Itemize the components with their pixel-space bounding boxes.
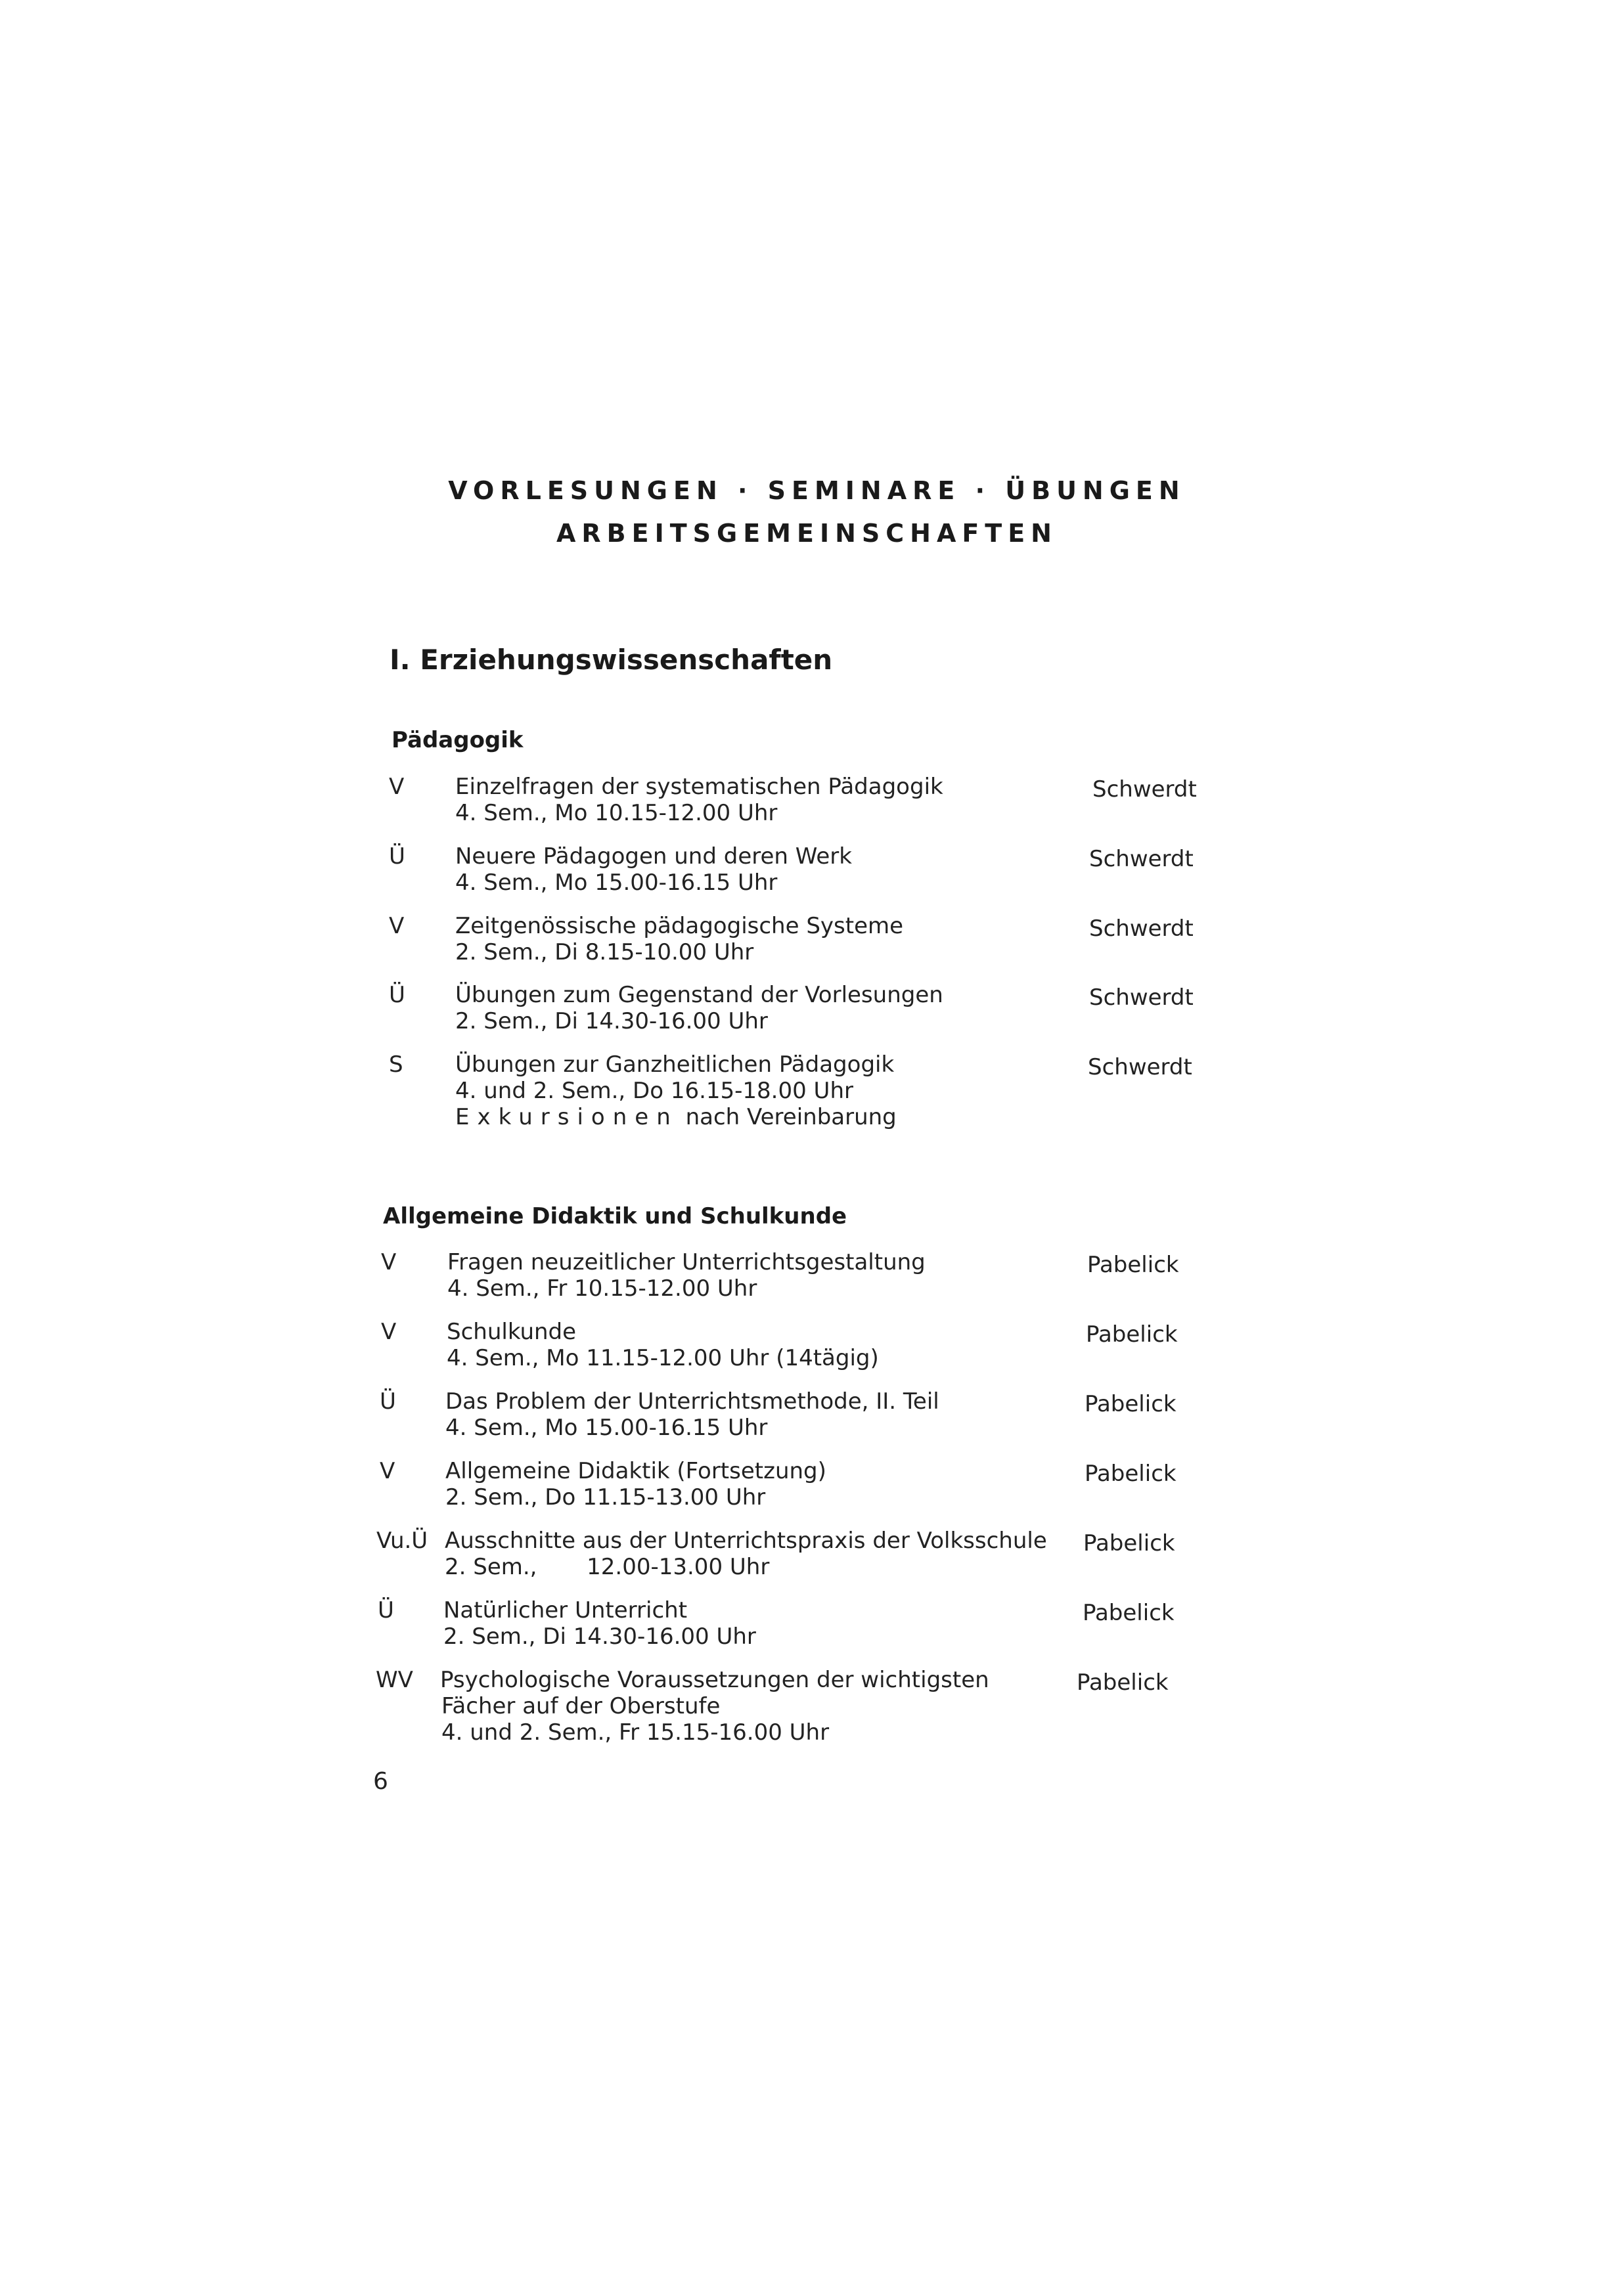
- course-type: Ü: [389, 982, 405, 1008]
- course-lecturer: Schwerdt: [1088, 1054, 1192, 1080]
- course-lecturer: Pabelick: [1083, 1600, 1175, 1626]
- course-lecturer: Pabelick: [1086, 1321, 1178, 1348]
- course-schedule: 2. Sem., Di 14.30-16.00 Uhr: [455, 1008, 768, 1034]
- course-type: V: [380, 1458, 395, 1484]
- course-title: Natürlicher Unterricht: [443, 1597, 688, 1623]
- course-schedule: 4. Sem., Mo 10.15-12.00 Uhr: [455, 800, 778, 826]
- course-lecturer: Pabelick: [1077, 1669, 1169, 1696]
- course-lecturer: Schwerdt: [1089, 846, 1194, 872]
- course-lecturer: Schwerdt: [1089, 916, 1194, 942]
- page-heading-line-2: ARBEITSGEMEINSCHAFTEN: [556, 519, 1058, 548]
- course-schedule: 4. Sem., Fr 10.15-12.00 Uhr: [447, 1275, 757, 1302]
- course-title: Allgemeine Didaktik (Fortsetzung): [445, 1458, 826, 1484]
- course-lecturer: Pabelick: [1085, 1461, 1177, 1487]
- course-title: Übungen zur Ganzheitlichen Pädagogik: [455, 1051, 895, 1078]
- course-type: Ü: [380, 1388, 396, 1415]
- subsection-title-didaktik: Allgemeine Didaktik und Schulkunde: [383, 1203, 847, 1229]
- course-lecturer: Pabelick: [1083, 1530, 1175, 1556]
- course-schedule: 2. Sem., Do 11.15-13.00 Uhr: [445, 1484, 766, 1511]
- course-type: V: [389, 913, 405, 939]
- course-type: WV: [376, 1667, 413, 1693]
- course-schedule: 4. Sem., Mo 15.00-16.15 Uhr: [455, 870, 778, 896]
- course-title-continued: Fächer auf der Oberstufe: [441, 1693, 721, 1719]
- page-number: 6: [373, 1768, 388, 1795]
- subsection-title-paedagogik: Pädagogik: [392, 727, 524, 753]
- course-lecturer: Schwerdt: [1092, 776, 1197, 803]
- course-schedule: 4. und 2. Sem., Do 16.15-18.00 Uhr: [455, 1078, 853, 1104]
- excursion-note: nach Vereinbarung: [678, 1104, 897, 1130]
- course-title: Übungen zum Gegenstand der Vorlesungen: [455, 982, 943, 1008]
- course-schedule: 4. Sem., Mo 15.00-16.15 Uhr: [445, 1415, 768, 1441]
- course-schedule: 2. Sem., 12.00-13.00 Uhr: [445, 1554, 770, 1580]
- course-title: Das Problem der Unterrichtsmethode, II. Teil: [445, 1388, 939, 1415]
- section-title: I. Erziehungswissenschaften: [390, 644, 833, 676]
- page-heading-line-1: VORLESUNGEN · SEMINARE · ÜBUNGEN: [448, 476, 1186, 505]
- course-schedule: 2. Sem., Di 8.15-10.00 Uhr: [455, 939, 754, 965]
- course-title: Ausschnitte aus der Unterrichtspraxis der Volksschule: [445, 1528, 1047, 1554]
- course-type: Vu.Ü: [376, 1528, 428, 1554]
- course-title: Neuere Pädagogen und deren Werk: [455, 843, 852, 870]
- course-type: Ü: [389, 843, 405, 870]
- course-title: Zeitgenössische pädagogische Systeme: [455, 913, 904, 939]
- course-lecturer: Pabelick: [1087, 1252, 1179, 1278]
- course-title: Schulkunde: [447, 1319, 577, 1345]
- course-type: V: [389, 774, 405, 800]
- course-type: Ü: [378, 1597, 394, 1623]
- excursion-label: Exkursionen: [455, 1104, 679, 1130]
- course-title: Fragen neuzeitlicher Unterrichtsgestaltung: [447, 1249, 926, 1275]
- course-schedule: 4. und 2. Sem., Fr 15.15-16.00 Uhr: [441, 1719, 830, 1746]
- course-type: S: [389, 1051, 403, 1078]
- course-lecturer: Pabelick: [1085, 1391, 1177, 1417]
- course-schedule: 2. Sem., Di 14.30-16.00 Uhr: [443, 1623, 756, 1650]
- course-title: Psychologische Voraussetzungen der wichtigsten: [440, 1667, 989, 1693]
- course-type: V: [381, 1319, 397, 1345]
- course-type: V: [381, 1249, 397, 1275]
- course-schedule: 4. Sem., Mo 11.15-12.00 Uhr (14tägig): [447, 1345, 879, 1371]
- course-lecturer: Schwerdt: [1089, 984, 1194, 1011]
- course-excursion-note: [455, 1104, 897, 1130]
- course-title: Einzelfragen der systematischen Pädagogik: [455, 774, 943, 800]
